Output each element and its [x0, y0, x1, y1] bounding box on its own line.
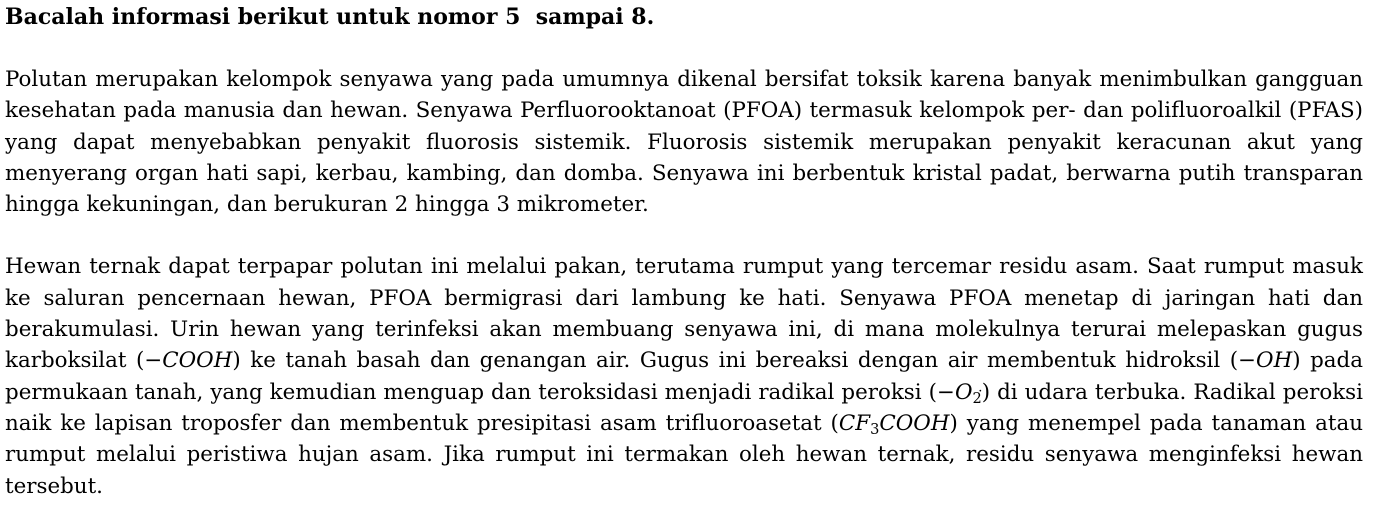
formula-peroxy: $(-O_2)$ [928, 379, 991, 407]
paragraph-1: Polutan merupakan kelompok senyawa yang pada umumnya dikenal bersifat toksik karena banyak menimbulkan gangguan kesehatan pada manusia dan hewan. Senyawa Perfluorooktanoat (PFOA) termasuk kelompok per- dan polifluoroalkil (PFAS) yang dapat menyebabkan penyakit fluorosis sistemik. Fluorosis sistemik merupakan penyakit keracunan akut yang menyerang organ hati sapi, kerbau, kambing, dan domba. Senyawa ini berbentuk kristal padat, berwarna putih transparan hingga kekuningan, dan berukuran 2 hingga 3 mikrometer. [5, 67, 1363, 218]
paragraph-2-text-2: ke tanah basah dan genangan air. Gugus ini bereaksi dengan air membentuk hidroksil [240, 348, 1230, 374]
formula-trifluoroacetic-acid: $(CF_3COOH)$ [830, 410, 958, 439]
formula-hydroxyl: (−OH) [1229, 348, 1301, 374]
document-page [5, 0, 1363, 502]
formula-carboxyl: (−COOH) [135, 348, 241, 374]
paragraph-2-text-1: Hewan ternak dapat terpapar polutan ini melalui pakan, terutama rumput yang tercemar residu asam. Saat rumput masuk ke saluran pencernaan hewan, PFOA bermigrasi dari lambung ke hati. Senyawa PFOA menetap di jaringan hati dan berakumulasi. Urin hewan yang terinfeksi akan membuang senyawa ini, di mana molekulnya terurai melepaskan gugus karboksilat [5, 254, 1363, 374]
paragraph-2 [5, 251, 1363, 501]
heading: Bacalah informasi berikut untuk nomor 5 sampai 8. [5, 4, 655, 30]
paragraph-2-text-4: di udara terbuka. Radikal peroksi naik ke lapisan troposfer dan membentuk presipitasi asam trifluoroasetat [5, 379, 1364, 436]
paragraph-2-text-3: pada permukaan tanah, yang kemudian menguap dan teroksidasi menjadi radikal peroksi [5, 348, 1363, 405]
paragraph-2-text-5: yang menempel pada tanaman atau rumput melalui peristiwa hujan asam. Jika rumput ini termakan oleh hewan ternak, residu senyawa menginfeksi hewan tersebut. [5, 410, 1363, 499]
